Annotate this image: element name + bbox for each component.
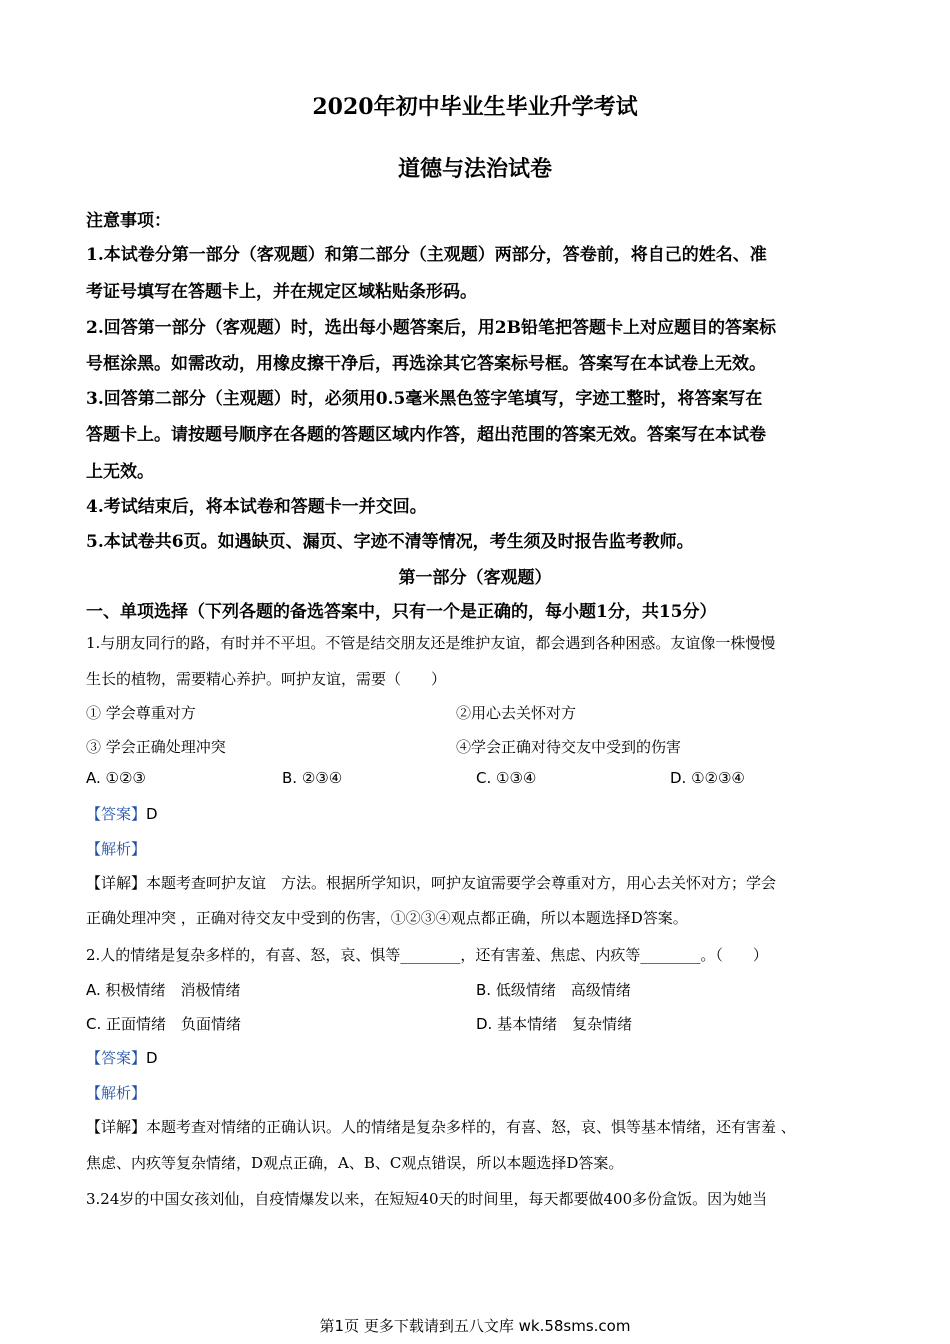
notes-line: 3.回答第二部分（主观题）时，必须用0.5毫米黑色签字笔填写，字迹工整时，将答案写在	[86, 389, 763, 409]
notes-line: 2.回答第一部分（客观题）时，选出每小题答案后，用2B铅笔把答题卡上对应题目的答案标	[86, 318, 776, 338]
statement-4: ④学会正确对待交友中受到的伤害	[456, 738, 682, 756]
answer-value: D	[146, 1049, 158, 1067]
option-a: A. 积极情绪 消极情绪	[86, 981, 241, 999]
notes-line: 1.本试卷分第一部分（客观题）和第二部分（主观题）两部分，答卷前，将自己的姓名、准	[86, 245, 767, 265]
statement-3: ③ 学会正确处理冲突	[86, 738, 226, 756]
option-b: B. ②③④	[282, 769, 343, 787]
answer-tag: 【答案】	[86, 805, 147, 823]
notes-line: 上无效。	[86, 462, 154, 482]
option-a: A. ①②③	[86, 769, 146, 787]
question-2-text: 2.人的情绪是复杂多样的，有喜、怒，哀、惧等________，还有害羞、焦虑、内疚等________。（ ）	[86, 946, 768, 964]
notes-line: 5.本试卷共6页。如遇缺页、漏页、字迹不清等情况，考生须及时报告监考教师。	[86, 532, 694, 552]
detail-line: 正确处理冲突 ，正确对待交友中受到的伤害，①②③④观点都正确，所以本题选择D答案。	[86, 909, 688, 927]
option-c: C. 正面情绪 负面情绪	[86, 1015, 242, 1033]
detail-line	[86, 872, 776, 893]
option-d: D. 基本情绪 复杂情绪	[476, 1015, 633, 1033]
detail-text: 本题考查对情绪的正确认识。人的情绪是复杂多样的，有喜、怒，哀、惧等基本情绪，还有害羞 、	[146, 1118, 796, 1136]
part-heading: 第一部分（客观题）	[398, 568, 552, 588]
option-b: B. 低级情绪 高级情绪	[476, 981, 631, 999]
answer-value: D	[146, 805, 158, 823]
notes-line: 答题卡上。请按题号顺序在各题的答题区域内作答，超出范围的答案无效。答案写在本试卷	[86, 425, 766, 445]
exam-title: 2020年初中毕业生毕业升学考试	[312, 94, 638, 120]
detail-text: 本题考查呵护友谊 方法。根据所学知识，呵护友谊需要学会尊重对方，用心去关怀对方；学会	[146, 874, 777, 892]
detail-line	[86, 1116, 796, 1137]
option-d: D. ①②③④	[670, 769, 745, 787]
detail-tag: 【详解】	[86, 874, 147, 892]
question-1-text: 生长的植物，需要精心养护。呵护友谊，需要（ ）	[86, 670, 447, 688]
statement-2: ②用心去关怀对方	[456, 704, 577, 722]
answer-line	[86, 1047, 158, 1068]
statement-1: ① 学会尊重对方	[86, 704, 196, 722]
detail-line: 焦虑、内疚等复杂情绪，D观点正确，A、B、C观点错误，所以本题选择D答案。	[86, 1154, 624, 1172]
answer-line	[86, 803, 158, 824]
notes-line: 号框涂黑。如需改动，用橡皮擦干净后，再选涂其它答案标号框。答案写在本试卷上无效。	[86, 354, 766, 374]
answer-tag: 【答案】	[86, 1049, 147, 1067]
analysis-tag: 【解析】	[86, 840, 147, 858]
page-footer: 第1页 更多下载请到五八文库 wk.58sms.com	[319, 1317, 631, 1335]
exam-subtitle: 道德与法治试卷	[397, 156, 552, 182]
notes-line: 4.考试结束后，将本试卷和答题卡一并交回。	[86, 497, 427, 517]
section-heading: 一、单项选择（下列各题的备选答案中，只有一个是正确的，每小题1分，共15分）	[86, 602, 717, 622]
notes-line: 考证号填写在答题卡上，并在规定区域粘贴条形码。	[86, 282, 477, 302]
analysis-tag: 【解析】	[86, 1084, 147, 1102]
question-3-text: 3.24岁的中国女孩刘仙，自疫情爆发以来，在短短40天的时间里，每天都要做400多份盒饭。因为她当	[86, 1190, 768, 1208]
question-1-text: 1.与朋友同行的路，有时并不平坦。不管是结交朋友还是维护友谊，都会遇到各种困惑。友谊像一株慢慢	[86, 634, 776, 652]
option-c: C. ①③④	[476, 769, 537, 787]
notes-heading: 注意事项：	[86, 211, 171, 231]
detail-tag: 【详解】	[86, 1118, 147, 1136]
